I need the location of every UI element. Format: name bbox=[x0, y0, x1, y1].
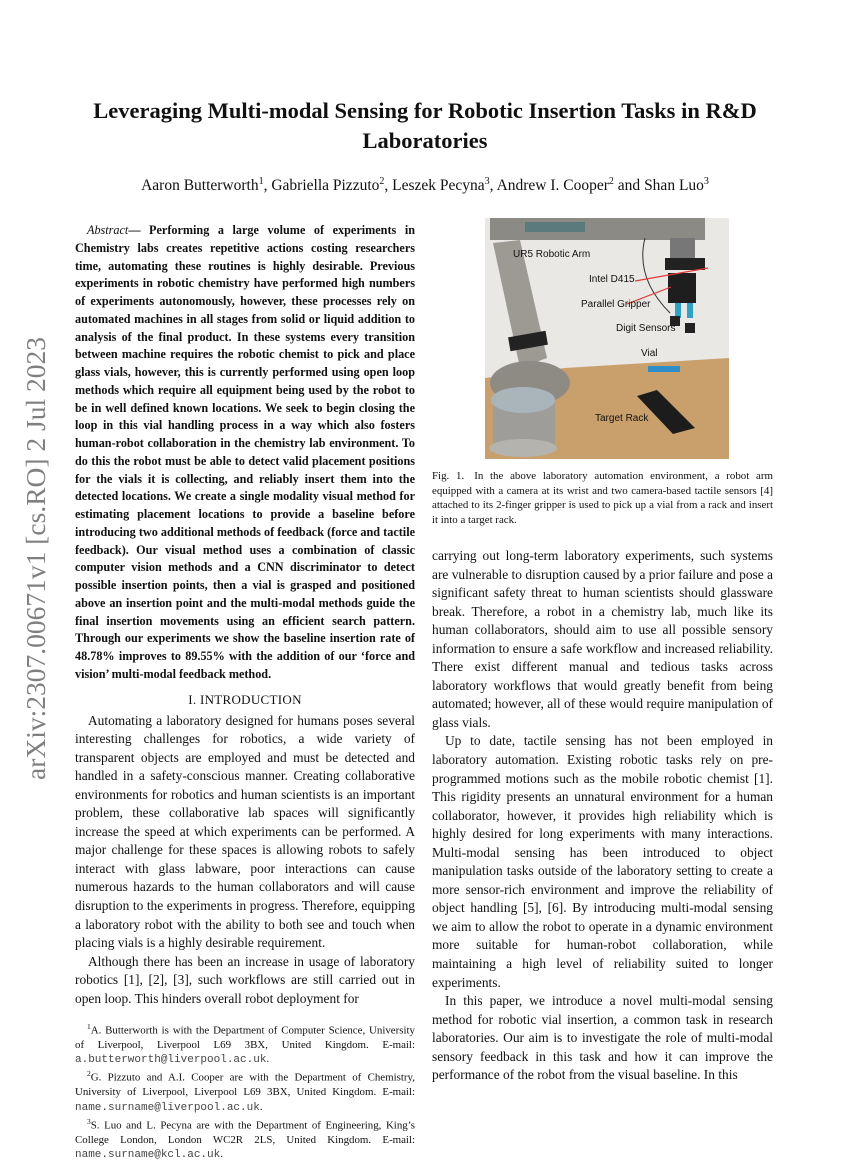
left-column-body bbox=[75, 712, 415, 1009]
author: Shan Luo bbox=[644, 177, 704, 195]
email: name.surname@kcl.ac.uk bbox=[75, 1148, 221, 1161]
left-column bbox=[75, 222, 415, 1162]
affiliation-mark: 1 bbox=[258, 176, 264, 187]
paragraph: Up to date, tactile sensing has not been employed in laboratory automation. Existing robotic tasks rely on pre-programmed motions such as the mobile robotic chemist [1]. This rigidity presents an unnatural environment for a human collaborator, however, it provides high reliability which is highly desired for long experiments with many interactions. Multi-modal sensing has been introduced to object manipulation tasks outside of the laboratory setting to create a more sensor-rich environment and improve the reliability of object handling [5], [6]. By introducing multi-modal sensing we aim to allow the robot to operate in a dynamic environment more suitable for human-robot collaboration, while maintaining a high level of reliability suited to longer experiments. bbox=[432, 733, 773, 990]
label-vial: Vial bbox=[641, 348, 658, 359]
footnote-mark: 1 bbox=[87, 1022, 91, 1032]
footnote bbox=[75, 1067, 415, 1114]
footnote-text: A. Butterworth is with the Department of Computer Science, University of Liverpool, Liverpool L69 3BX, United Kingdom. E-mail: bbox=[75, 1024, 415, 1052]
label-gripper: Parallel Gripper bbox=[581, 299, 651, 310]
section-heading-introduction: I. INTRODUCTION bbox=[188, 691, 302, 707]
footnote bbox=[75, 1020, 415, 1067]
affiliation-mark: 3 bbox=[703, 176, 709, 187]
author: Leszek Pecyna bbox=[392, 177, 485, 195]
figure-label: Fig. 1. bbox=[432, 470, 465, 482]
author: Andrew I. Cooper bbox=[496, 177, 609, 195]
punct: . bbox=[266, 1053, 270, 1066]
author: Gabriella Pizzuto bbox=[271, 177, 380, 195]
author: Aaron Butterworth bbox=[141, 177, 259, 195]
punct: . bbox=[259, 1100, 263, 1113]
footnote-mark: 3 bbox=[87, 1116, 91, 1126]
label-camera: Intel D415 bbox=[589, 274, 635, 285]
footnotes bbox=[75, 1020, 415, 1162]
label-arm: UR5 Robotic Arm bbox=[513, 249, 591, 260]
abstract bbox=[75, 222, 415, 684]
paragraph: In this paper, we introduce a novel multi-modal sensing method for robotic vial insertion, a common task in research laboratories. Our aim is to investigate the role of multi-modal sensory feedback in this task and how it can improve the performance of the robot from the visual baseline. In this bbox=[432, 993, 773, 1083]
affiliation-mark: 2 bbox=[608, 176, 614, 187]
affiliation-mark: 3 bbox=[484, 176, 490, 187]
footnote-mark: 2 bbox=[87, 1069, 91, 1079]
footnote bbox=[75, 1115, 415, 1162]
author-list bbox=[60, 176, 790, 195]
separator: , bbox=[489, 177, 497, 195]
footnote-text: S. Luo and L. Pecyna are with the Department of Engineering, King’s College London, London WC2R 2LS, United Kingdom. E-mail: bbox=[75, 1119, 415, 1146]
arxiv-identifier: arXiv:2307.00671v1 [cs.RO] 2 Jul 2023 bbox=[20, 336, 51, 780]
figure-robot-photo bbox=[485, 218, 729, 459]
email: name.surname@liverpool.ac.uk bbox=[75, 1101, 260, 1114]
footnote-text: G. Pizzuto and A.I. Cooper are with the Department of Chemistry, University of Liverpool, Liverpool L69 3BX, United Kingdom. E-mail: bbox=[75, 1072, 415, 1099]
right-column bbox=[432, 218, 773, 1085]
email: a.butterworth@liverpool.ac.uk bbox=[75, 1054, 267, 1067]
paragraph: Although there has been an increase in usage of laboratory robotics [1], [2], [3], such workflows are still carried out in open loop. This hinders overall robot deployment for bbox=[75, 953, 415, 1006]
separator: , bbox=[384, 177, 393, 195]
right-column-body bbox=[432, 547, 773, 1085]
paper-title: Leveraging Multi-modal Sensing for Robotic Insertion Tasks in R&D Laboratories bbox=[93, 98, 757, 153]
separator: , bbox=[263, 177, 272, 195]
punct: . bbox=[220, 1147, 223, 1160]
abstract-label: Abstract bbox=[87, 223, 129, 237]
figure-caption bbox=[432, 469, 773, 527]
abstract-text: — Performing a large volume of experiments in Chemistry labs creates repetitive actions costing researchers time, automating these routines is highly desirable. Previous experiments in robotic chemistry have performed high numbers of experiments autonomously, however, these processes rely on automated machines in all stages from solid or liquid addition to analysis of the final product. In these systems every transition between machine requires the robotic chemist to pick and place glass vials, however, this is currently performed using open loop methods which require all equipment being used by the robot to be in well defined known locations. We seek to begin closing the loop in this vial handling process in a way which also fosters human-robot collaboration in the chemistry lab environment. To do this the robot must be able to detect valid placement positions for the vials it is collecting, and reliably insert them into the detected locations. We create a single modality visual method for estimating placement locations to provide a baseline before introducing two additional methods of feedback (force and tactile feedback). Our visual method uses a combination of classic computer vision methods and a CNN discriminator to detect possible insertion points, then a vial is grasped and positioned above an insertion point and the multi-modal methods guide the final insertion movements using an efficient search pattern. Through our experiments we show the baseline insertion rate of 48.78% improves to 89.55% with the addition of our ‘force and vision’ multi-modal feedback method. bbox=[75, 223, 415, 681]
paragraph: Automating a laboratory designed for humans poses several interesting challenges for robotics, a wide variety of transparent objects are employed and must be detected and handled in a safety-conscious manner. Creating collaborative environments for robotics and human scientists is an important problem, these collaborative lab spaces will significantly increase the speed at which experiments can be performed. A major challenge for these spaces is allowing robots to safely interact with glass labware, poor interactions can cause numerous hazards to the human collaborators and will cause disruption to the experiments in progress. Therefore, equipping a laboratory robot with the ability to both see and touch when placing vials is a highly desirable requirement. bbox=[75, 712, 415, 951]
label-sensors: Digit Sensors bbox=[616, 323, 676, 334]
separator: and bbox=[613, 177, 645, 195]
label-rack: Target Rack bbox=[595, 413, 649, 424]
caption-text: In the above laboratory automation environment, a robot arm equipped with a camera at its wrist and two camera-based tactile sensors [4] attached to its 2-finger gripper is used to pick up a vial from a rack and insert it into a target rack. bbox=[432, 470, 773, 526]
affiliation-mark: 2 bbox=[379, 176, 385, 187]
paragraph: carrying out long-term laboratory experiments, such systems are vulnerable to disruption caused by a prior failure and pose a significant safety threat to human scientists should glassware break. Therefore, a robot in a chemistry lab, much like its human collaborators, should aim to use all possible sensory information to ensure a safe workflow and increased reliability. There exist different manual and tedious tasks across laboratory workflows that would greatly benefit from being automated; however, all of these would require manipulation of glass vials. bbox=[432, 548, 773, 730]
